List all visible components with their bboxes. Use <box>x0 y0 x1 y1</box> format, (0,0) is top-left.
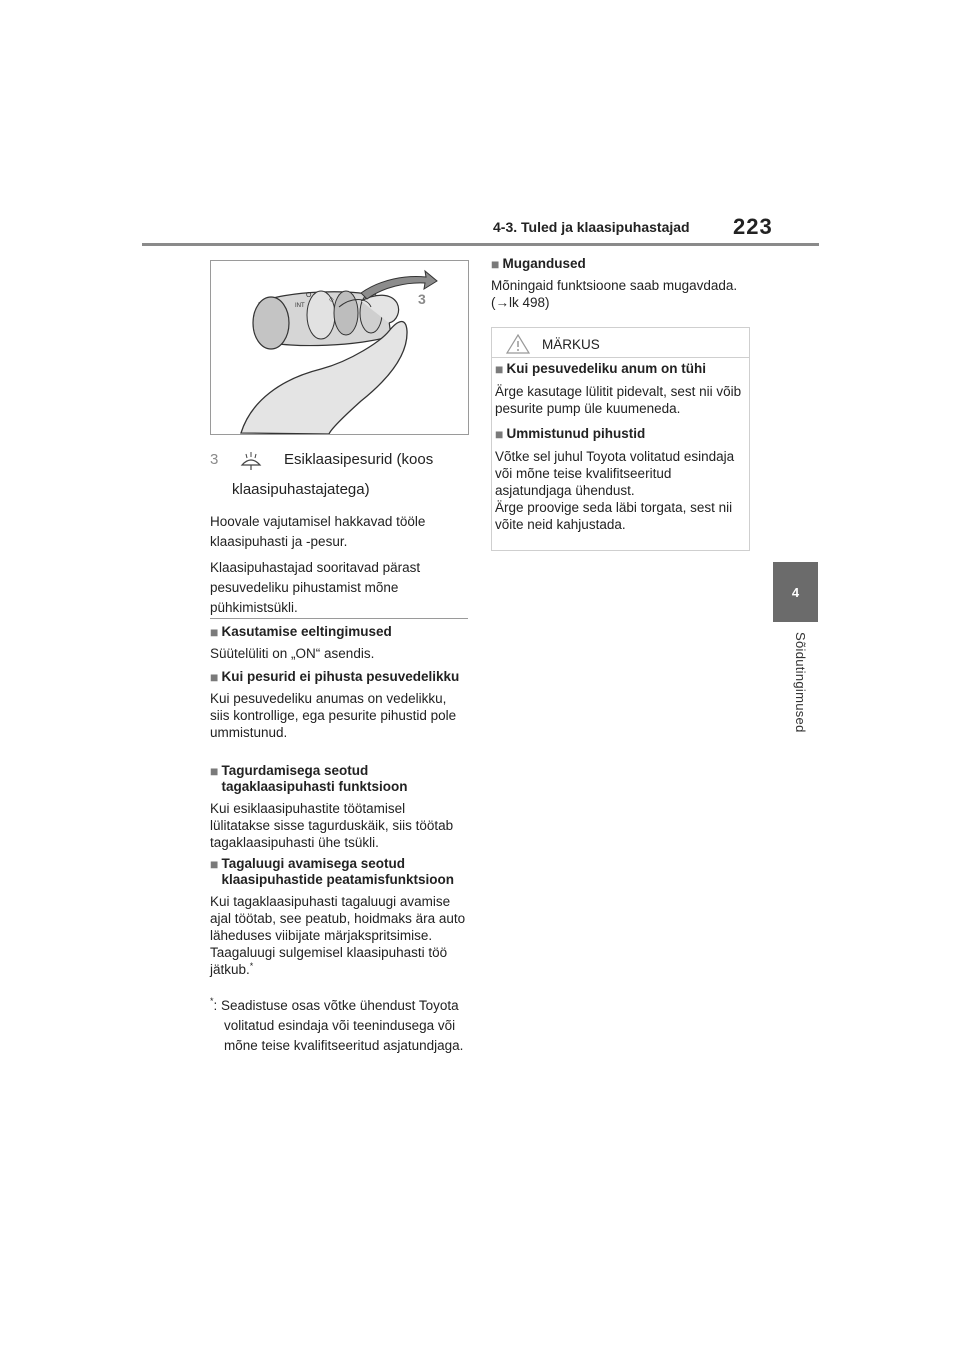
notice-heading: Ummistunud pihustid <box>506 426 646 441</box>
wiper-lever-illustration <box>210 260 469 435</box>
notice-body: Võtke sel juhul Toyota volitatud esindaja või mõne teise kvalifitseeritud asjatundjaga ühendust. <box>495 449 735 498</box>
item-number: 3 <box>210 451 219 468</box>
svg-text:O: O <box>306 292 312 299</box>
bullet-square-icon: ■ <box>495 361 504 377</box>
bullet-square-icon: ■ <box>495 426 504 442</box>
section-body: Kui pesuvedeliku anumas on vedelikku, siis kontrollige, ega pesurite pihustid pole ummistunud. <box>210 691 457 740</box>
section-body: Süütelüliti on „ON“ asendis. <box>210 646 375 661</box>
section-body: Kui tagaklaasipuhasti tagaluugi avamise ajal töötab, see peatub, hoidmaks ära auto läheduses viibijate märjakspritsimise. Taagaluugi sulgemisel klaasipuhasti töö jätkub.* <box>210 894 466 977</box>
footnote-marker-ref: * <box>210 996 214 1006</box>
chapter-label: Sõidutingimused <box>793 632 808 733</box>
bullet-square-icon: ■ <box>210 624 219 640</box>
section-title: 4-3. Tuled ja klaasipuhastajad <box>493 219 690 235</box>
item-title-line2: klaasipuhastajatega) <box>232 481 370 498</box>
footnote-marker: * <box>249 961 254 971</box>
notice-body: Ärge kasutage lülitit pidevalt, sest nii võib pesurite pump üle kuumeneda. <box>495 384 742 416</box>
notice-label: MÄRKUS <box>542 336 600 352</box>
page-number: 223 <box>733 214 773 239</box>
hand-lever-drawing <box>211 261 468 434</box>
header-rule <box>142 243 819 246</box>
item-3 <box>210 449 468 618</box>
washer-icon <box>238 449 264 471</box>
notice-item-1 <box>495 426 745 533</box>
notice-header-rule <box>492 357 749 358</box>
footnote-text: : Seadistuse osas võtke ühendust Toyota volitatud esindaja või teenindusega või mõne teise kvalifitseeritud asjatundjaga. <box>213 998 464 1053</box>
bullet-square-icon: ■ <box>491 256 500 272</box>
arrow-icon: → <box>495 295 509 310</box>
customization-section <box>491 256 749 311</box>
left-section-1 <box>210 669 468 741</box>
warning-triangle-icon <box>506 334 530 354</box>
notice-body-2: Ärge proovige seda läbi torgata, sest nii võite neid kahjustada. <box>495 500 733 532</box>
bullet-square-icon: ■ <box>210 669 219 685</box>
svg-text:◇: ◇ <box>329 297 334 303</box>
notice-item-0 <box>495 361 745 417</box>
section-heading: Tagaluugi avamisega seotud klaasipuhastide peatamisfunktsioon <box>221 856 455 887</box>
section-body: Kui esiklaasipuhastite töötamisel lülitatakse sisse tagurduskäik, siis töötab tagaklaasipuhasti ühe tsükli. <box>210 801 454 850</box>
page-reference[interactable]: lk 498) <box>509 295 550 310</box>
left-section-3 <box>210 856 468 978</box>
figure-callout: 3 <box>418 291 426 307</box>
section-heading: Kasutamise eeltingimused <box>221 624 392 639</box>
footnote <box>210 996 468 1056</box>
left-section-0 <box>210 624 468 662</box>
section-heading: Kui pesurid ei pihusta pesuvedelikku <box>221 669 460 684</box>
notice-box <box>491 327 750 551</box>
chapter-tab[interactable] <box>773 562 818 622</box>
section-heading: Tagurdamisega seotud tagaklaasipuhasti funktsioon <box>221 763 408 794</box>
chapter-number: 4 <box>791 584 800 600</box>
item-paragraph-2: Klaasipuhastajad sooritavad pärast pesuvedeliku pihustamist mõne pühkimistsükli. <box>210 560 421 615</box>
left-section-2 <box>210 763 468 851</box>
bullet-square-icon: ■ <box>210 856 219 872</box>
section-divider <box>210 618 468 619</box>
customization-heading: Mugandused <box>502 256 586 271</box>
item-title-line1: Esiklaasipesurid (koos <box>284 451 434 468</box>
notice-heading: Kui pesuvedeliku anum on tühi <box>506 361 706 376</box>
bullet-square-icon: ■ <box>210 763 219 779</box>
item-paragraph-1: Hoovale vajutamisel hakkavad tööle klaasipuhasti ja -pesur. <box>210 514 426 549</box>
svg-text:INT: INT <box>295 303 305 309</box>
customization-body: Mõningaid funktsioone saab mugavdada. (→lk 498) <box>491 278 738 310</box>
